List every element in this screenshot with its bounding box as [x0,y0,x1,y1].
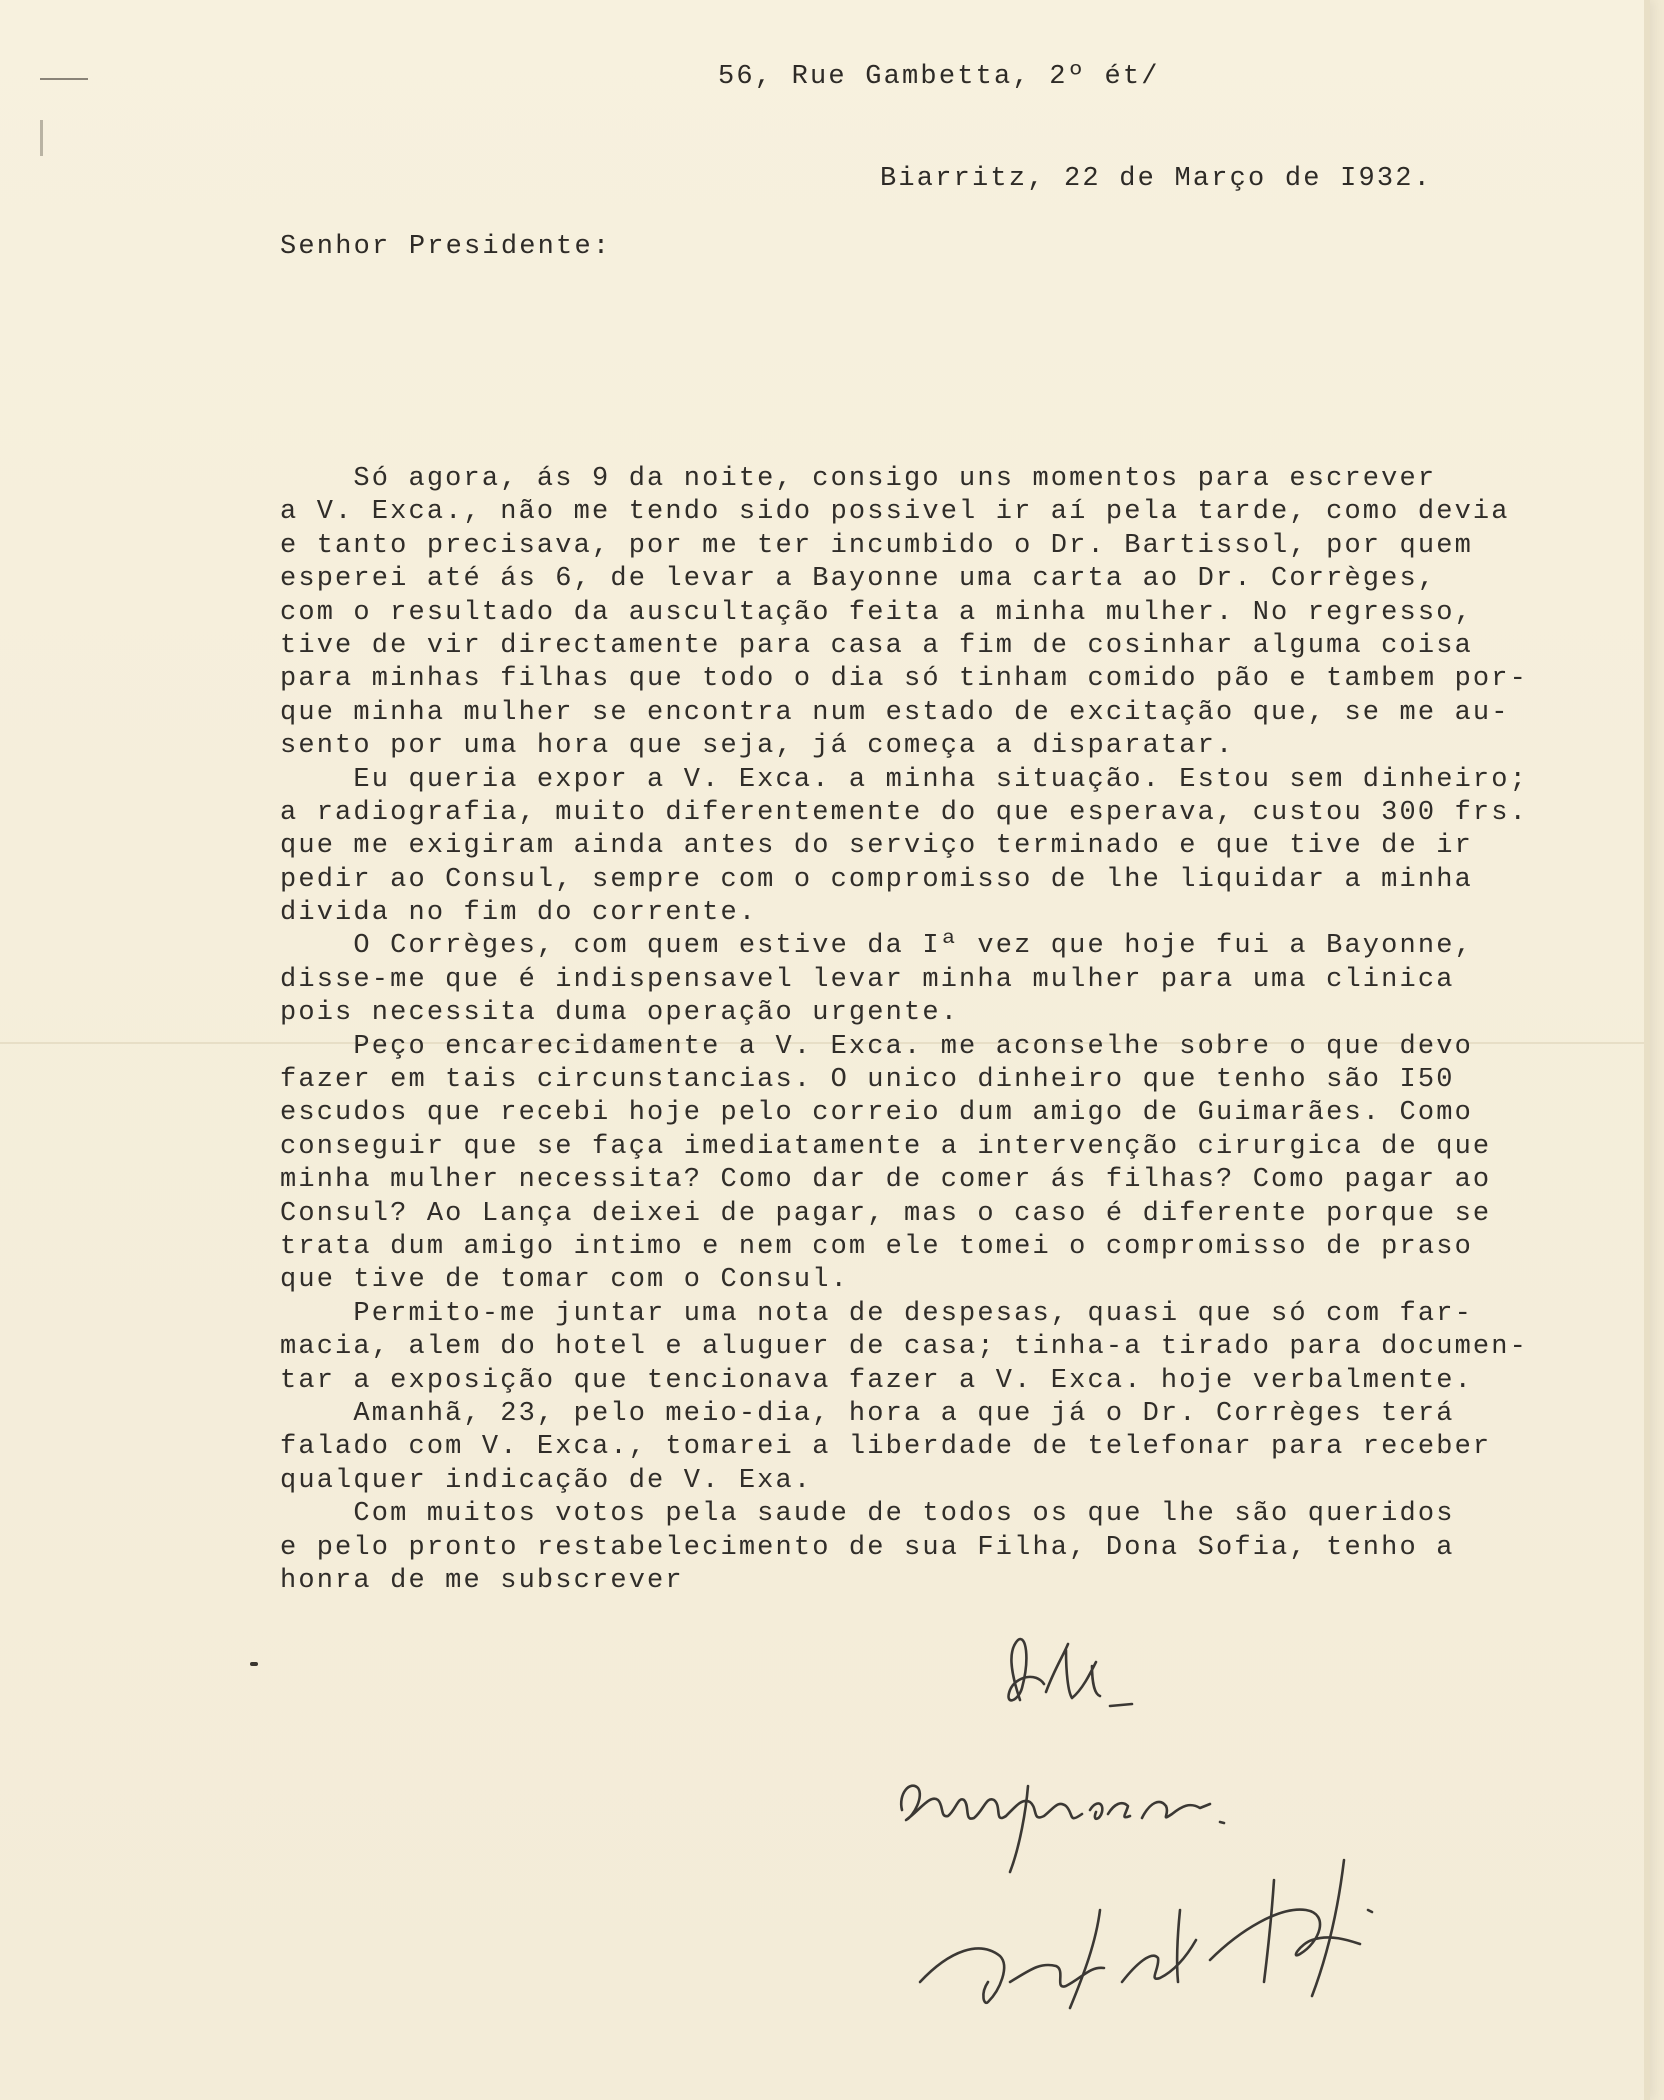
letter-body-line: minha mulher necessita? Como dar de comer ás filhas? Como pagar ao [280,1165,1492,1196]
letter-body-line: escudos que recebi hoje pelo correio dum amigo de Guimarães. Como [280,1098,1473,1129]
letter-body-line: que tive de tomar com o Consul. [280,1265,849,1296]
letter-body-line: Com muitos votos pela saude de todos os que lhe são queridos [280,1499,1455,1530]
letter-body-line: esperei até ás 6, de levar a Bayonne uma carta ao Dr. Corrèges, [280,564,1437,595]
letter-body-line: para minhas filhas que todo o dia só tinham comido pão e tambem por- [280,664,1528,695]
letter-body-line: tive de vir directamente para casa a fim de cosinhar alguma coisa [280,630,1473,661]
letter-body-line: tar a exposição que tencionava fazer a V. Exca. hoje verbalmente. [280,1365,1473,1396]
letter-body-line: trata dum amigo intimo e nem com ele tomei o compromisso de praso [280,1231,1473,1262]
letter-body-line: conseguir que se faça imediatamente a intervenção cirurgica de que [280,1131,1492,1162]
letter-body-line: Eu queria expor a V. Exca. a minha situação. Estou sem dinheiro; [280,764,1528,795]
letter-body-line: com o resultado da auscultação feita a minha mulher. No regresso, [280,597,1473,628]
letter-body-line: pois necessita duma operação urgente. [280,998,960,1029]
letter-body-line: e tanto precisava, por me ter incumbido o Dr. Bartissol, por quem [280,530,1473,561]
letter-body-line: sento por uma hora que seja, já começa a disparatar. [280,731,1235,762]
letter-body-line: e pelo pronto restabelecimento de sua Filha, Dona Sofia, tenho a [280,1532,1455,1563]
letter-body-line: fazer em tais circunstancias. O unico dinheiro que tenho são I50 [280,1065,1455,1096]
letter-body-line: falado com V. Exca., tomarei a liberdade de telefonar para receber [280,1432,1492,1463]
letter-body-line: Consul? Ao Lança deixei de pagar, mas o caso é diferente porque se [280,1198,1492,1229]
handwritten-annotations [860,1610,1620,2050]
place-and-date: Biarritz, 22 de Março de I932. [880,164,1433,194]
letter-body-line: Amanhã, 23, pelo meio-dia, hora a que já o Dr. Corrèges terá [280,1398,1455,1429]
letter-body-line: disse-me que é indispensavel levar minha mulher para uma clinica [280,964,1455,995]
letter-body-line: a V. Exca., não me tendo sido possivel ir aí pela tarde, como devia [280,497,1510,528]
letter-body [280,463,1640,1598]
ink-dot [250,1662,258,1666]
letter-body-line: qualquer indicação de V. Exa. [280,1465,813,1496]
letter-body-line: a radiografia, muito diferentemente do que esperava, custou 300 frs. [280,797,1528,828]
sender-address: 56, Rue Gambetta, 2º ét/ [718,62,1160,92]
letter-body-line: Peço encarecidamente a V. Exca. me aconselhe sobre o que devo [280,1031,1473,1062]
letter-body-line: que minha mulher se encontra num estado de excitação que, se me au- [280,697,1510,728]
letter-body-line: que me exigiram ainda antes do serviço terminado e que tive de ir [280,831,1473,862]
letter-body-line: O Corrèges, com quem estive da Iª vez que hoje fui a Bayonne, [280,931,1473,962]
handwritten-signature [860,1610,1620,2050]
letter-body-line: Permito-me juntar uma nota de despesas, quasi que só com far- [280,1298,1473,1329]
letter-body-line: Só agora, ás 9 da noite, consigo uns momentos para escrever [280,464,1437,494]
edge-mark-vertical [40,120,43,156]
letter-body-line: macia, alem do hotel e aluguer de casa; tinha-a tirado para documen- [280,1332,1528,1363]
letter-body-line: honra de me subscrever [280,1565,684,1596]
edge-mark [40,78,88,80]
letter-body-line: divida no fim do corrente. [280,898,758,929]
letter-body-line: pedir ao Consul, sempre com o compromisso de lhe liquidar a minha [280,864,1473,895]
salutation: Senhor Presidente: [280,232,612,262]
